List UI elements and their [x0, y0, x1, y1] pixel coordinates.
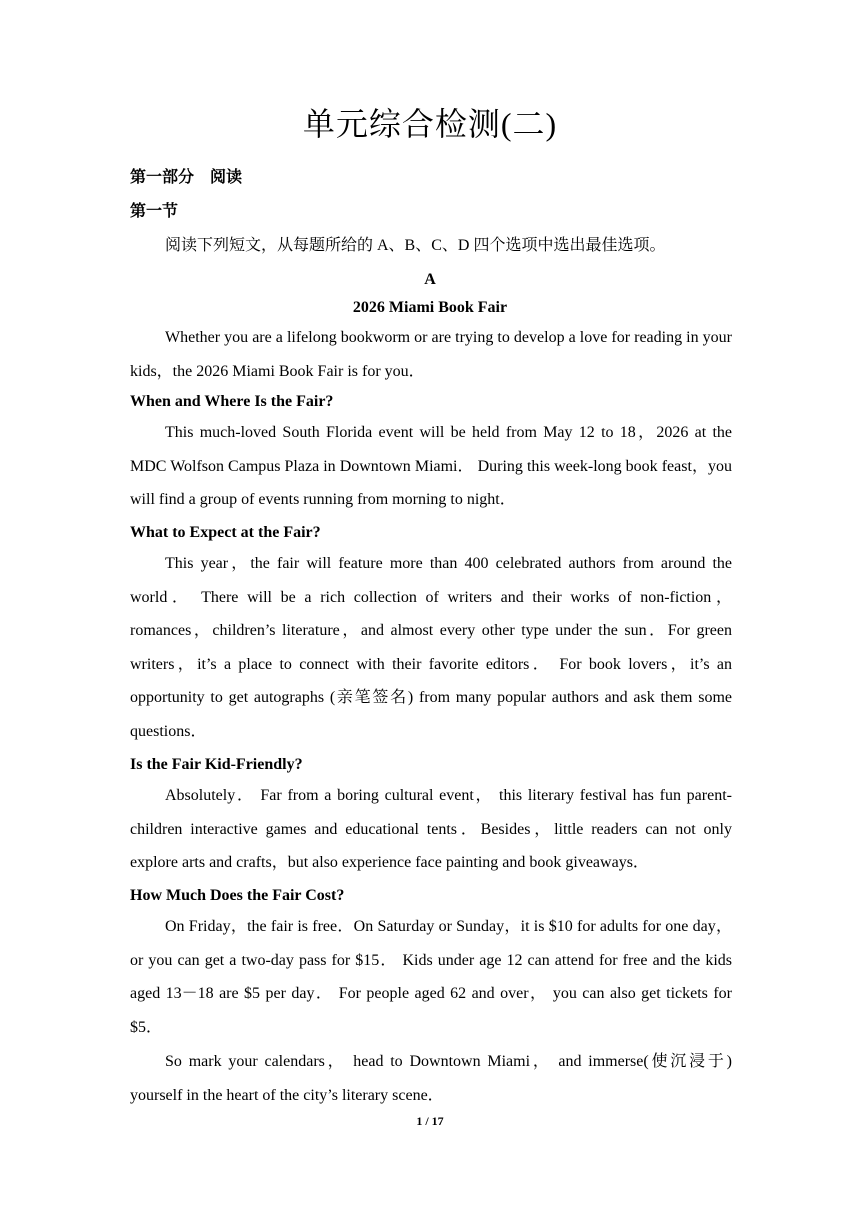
heading-what-to-expect: What to Expect at the Fair?	[130, 524, 321, 541]
instruction-text: 阅读下列短文，从每题所给的 A、B、C、D 四个选项中选出最佳选项。	[165, 237, 666, 254]
intro-paragraph: Whether you are a lifelong bookworm or are trying to develop a love for reading in your kids，the 2026 Miami Book Fair is for you．	[130, 329, 732, 380]
page-number: 1 / 17	[416, 1114, 444, 1128]
heading-when-where: When and Where Is the Fair?	[130, 393, 334, 410]
section-heading: 第一节	[130, 203, 179, 220]
paragraph-when-where: This much-loved South Florida event will be held from May 12 to 18，2026 at the MDC Wolfson Campus Plaza in Downtown Miami． During this week-long book feast，you will find a group of events running from morning to night．	[130, 424, 732, 509]
paragraph-kid-friendly: Absolutely． Far from a boring cultural event， this literary festival has fun parent-children interactive games and educational tents．Besides，little readers can not only explore arts and crafts，but also experience face painting and book giveaways．	[130, 787, 732, 872]
passage-label: A	[424, 271, 436, 288]
closing-paragraph: So mark your calendars， head to Downtown Miami， and immerse(使沉浸于) yourself in the heart of the city’s literary scene．	[130, 1053, 732, 1104]
paragraph-cost: On Friday，the fair is free．On Saturday or Sunday，it is $10 for adults for one day，or you can get a two-day pass for $15． Kids under age 12 can attend for free and the kids aged 13－18 are $5 per day． For people aged 62 and over， you can also get tickets for $5．	[130, 918, 732, 1036]
heading-kid-friendly: Is the Fair Kid-Friendly?	[130, 756, 303, 773]
passage-title: 2026 Miami Book Fair	[352, 299, 508, 316]
heading-cost: How Much Does the Fair Cost?	[130, 887, 345, 904]
document-title: 单元综合检测(二)	[302, 106, 558, 142]
paragraph-what-to-expect: This year，the fair will feature more than 400 celebrated authors from around the world． There will be a rich collection of writers and their works of non-fiction，romances，children’s literature，and almost every other type under the sun．For green writers，it’s a place to connect with their favorite editors． For book lovers，it’s an opportunity to get autographs (亲笔签名) from many popular authors and ask them some questions．	[130, 555, 732, 740]
part-heading: 第一部分 阅读	[130, 169, 243, 186]
